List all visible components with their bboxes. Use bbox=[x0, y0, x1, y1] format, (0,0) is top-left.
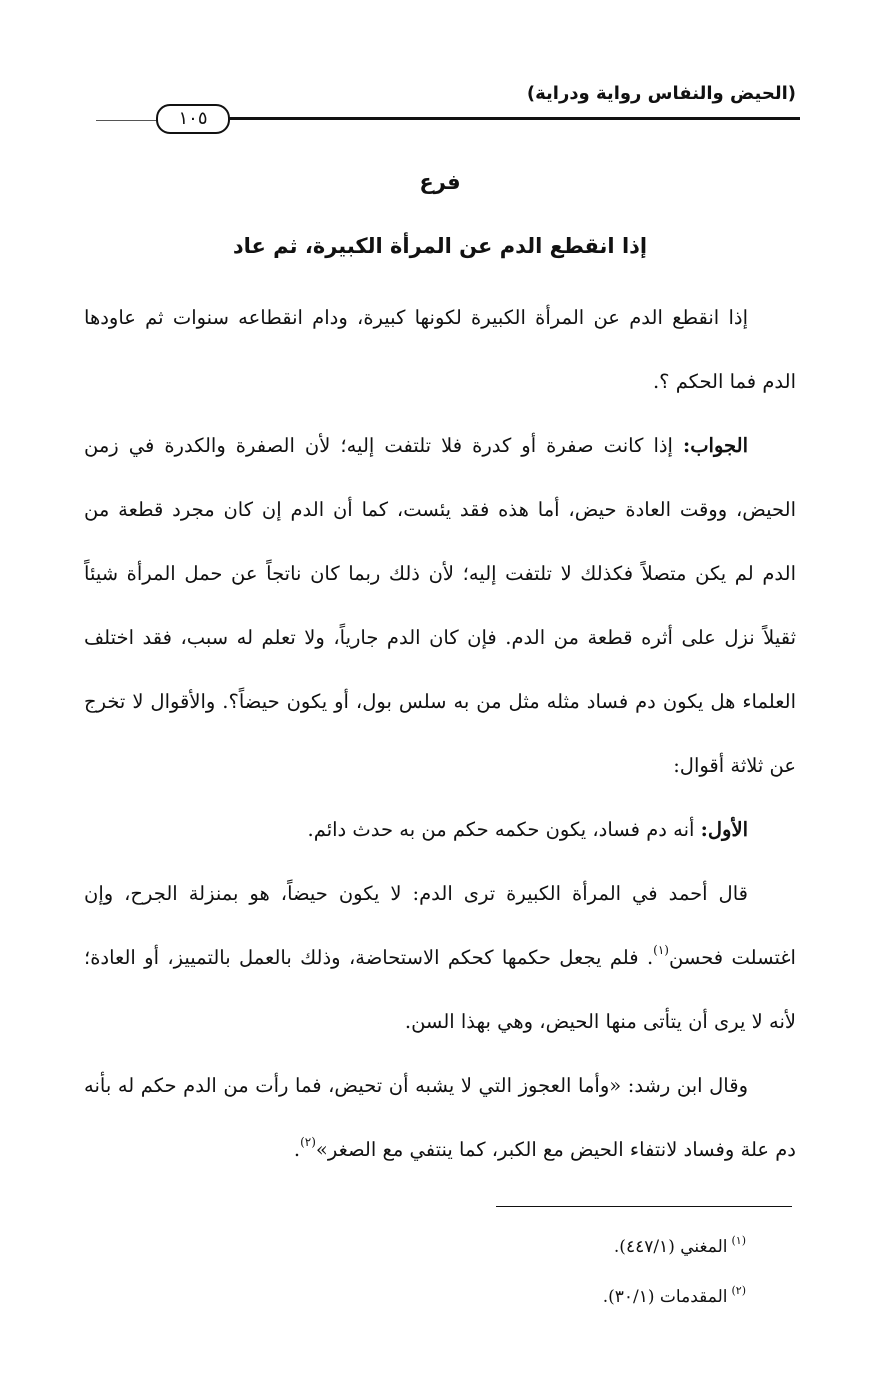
ahmad-quote-paragraph bbox=[84, 862, 796, 1054]
section-label: فرع bbox=[419, 170, 461, 194]
first-opinion-paragraph bbox=[84, 798, 796, 862]
footnote-2-marker: (٢) bbox=[731, 1284, 746, 1297]
question-paragraph bbox=[84, 286, 796, 414]
first-opinion-label: الأول: bbox=[700, 818, 748, 841]
footnote-ref-2: (٢) bbox=[300, 1135, 316, 1149]
ibn-rushd-quote-text: وقال ابن رشد: «وأما العجوز التي لا يشبه أن تحيض، فما رأت من الدم حكم له بأنه دم علة وفساد لانتفاء الحيض مع الكبر، كما ينتفي مع الصغر» bbox=[84, 1074, 796, 1161]
answer-text: إذا كانت صفرة أو كدرة فلا تلتفت إليه؛ لأن الصفرة والكدرة في زمن الحيض، ووقت العادة حيض، أما هذه فقد يئست، كما أن الدم إن كان مجرد قطعة من الدم لم يكن متصلاً فكذلك لا تلتفت إليه؛ لأن ذلك ربما كان ناتجاً عن حمل المرأة شيئاً ثقيلاً نزل على أثره قطعة من الدم. فإن كان الدم جارياً، ولا تعلم له سبب، فقد اختلف العلماء هل يكون دم فساد مثله مثل من به سلس بول، أو يكون حيضاً؟. والأقوال لا تخرج عن ثلاثة أقوال: bbox=[84, 434, 796, 777]
footnote-2-text: المقدمات (٣٠/١). bbox=[602, 1287, 728, 1307]
ibn-rushd-quote-end: . bbox=[293, 1138, 301, 1161]
footnote-separator bbox=[496, 1206, 792, 1207]
running-title: (الحيض والنفاس رواية ودراية) bbox=[526, 83, 796, 104]
footnotes bbox=[330, 1222, 746, 1322]
question-text: إذا انقطع الدم عن المرأة الكبيرة لكونها كبيرة، ودام انقطاعه سنوات ثم عاودها الدم فما الحكم ؟. bbox=[84, 306, 796, 393]
footnote-1 bbox=[330, 1222, 746, 1272]
footnote-ref-1: (١) bbox=[653, 943, 669, 957]
page-header bbox=[96, 70, 800, 134]
ahmad-quote-continuation: . فلم يجعل حكمها كحكم الاستحاضة، وذلك بالعمل بالتمييز، أو العادة؛ لأنه لا يرى أن يتأتى منها الحيض، وهي بهذا السن. bbox=[84, 946, 796, 1033]
ahmad-quote-text: قال أحمد في المرأة الكبيرة ترى الدم: لا يكون حيضاً، هو بمنزلة الجرح، وإن اغتسلت فحسن bbox=[84, 882, 796, 969]
header-rule bbox=[226, 117, 800, 120]
footnote-1-text: المغني (٤٤٧/١). bbox=[613, 1237, 728, 1257]
page-number: ١٠٥ bbox=[156, 104, 230, 134]
answer-paragraph bbox=[84, 414, 796, 798]
section-title: إذا انقطع الدم عن المرأة الكبيرة، ثم عاد bbox=[232, 234, 648, 258]
page-content bbox=[84, 162, 796, 1182]
ibn-rushd-quote-paragraph bbox=[84, 1054, 796, 1182]
footnote-2 bbox=[330, 1272, 746, 1322]
footnote-1-marker: (١) bbox=[731, 1234, 746, 1247]
answer-label: الجواب: bbox=[683, 434, 748, 457]
header-rule-thin bbox=[96, 120, 160, 121]
first-opinion-text: أنه دم فساد، يكون حكمه حكم من به حدث دائم. bbox=[307, 818, 701, 841]
